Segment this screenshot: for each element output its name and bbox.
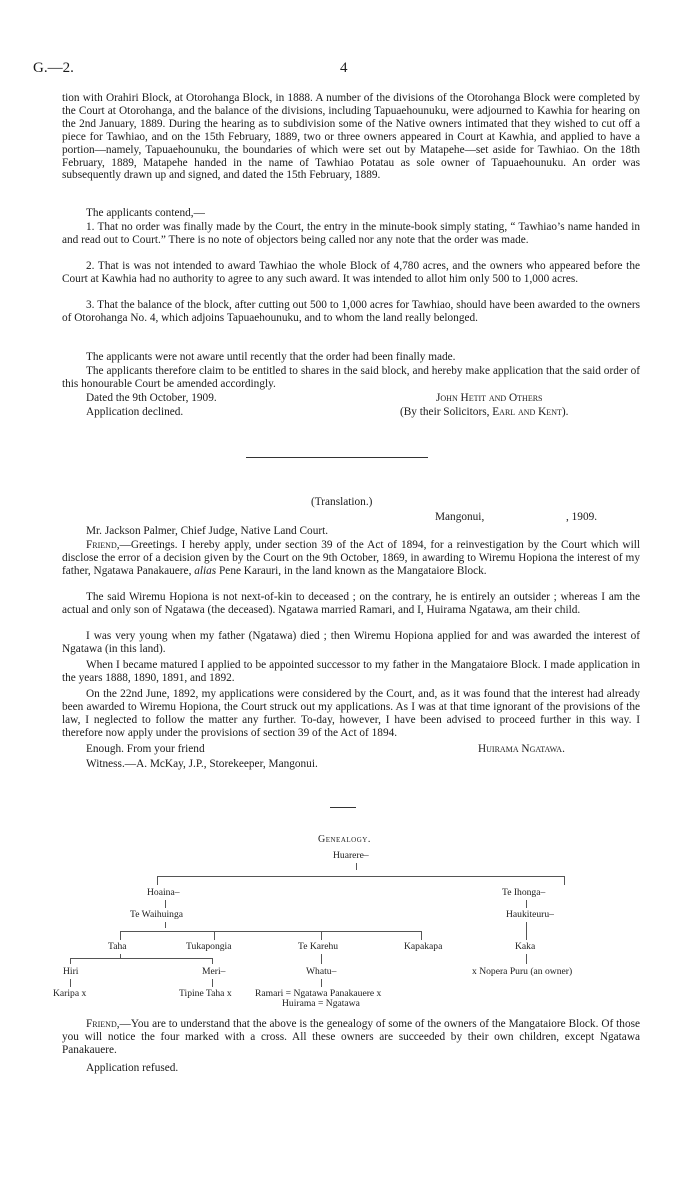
- genealogy-karipa: Karipa x: [53, 988, 87, 999]
- genealogy-kaka: Kaka: [515, 941, 536, 952]
- genealogy-te-waihuinga: Te Waihuinga: [130, 909, 183, 920]
- genealogy-tukapongia: Tukapongia: [186, 941, 232, 952]
- genealogy-huirama: Huirama = Ngatawa: [282, 998, 360, 1009]
- genealogy-ramari-ngatawa: Ramari = Ngatawa Panakauere x: [255, 988, 382, 999]
- genealogy-hoaina: Hoaina–: [147, 887, 180, 898]
- genealogy-te-ihonga: Te Ihonga–: [502, 887, 546, 898]
- translation-paragraph-3: I was very young when my father (Ngatawa) died ; then Wiremu Hopiona applied for and was awarded the interest of Ngatawa (in this land).: [62, 630, 640, 655]
- genealogy-title: Genealogy.: [318, 834, 371, 845]
- genealogy-haukiteuru: Haukiteuru–: [506, 909, 554, 920]
- genealogy-nopera-puru: x Nopera Puru (an owner): [472, 966, 573, 977]
- petition-date: Dated the 9th October, 1909.: [86, 392, 217, 404]
- petition-signer: John Hetit and Others: [436, 392, 543, 404]
- translation-witness: Witness.—A. McKay, J.P., Storekeeper, Mangonui.: [86, 758, 318, 770]
- translation-year: , 1909.: [566, 511, 598, 523]
- page-number: 4: [340, 60, 348, 76]
- petition-declined: Application declined.: [86, 406, 184, 418]
- section-divider: [246, 457, 428, 458]
- translation-closing: Enough. From your friend: [86, 743, 205, 755]
- genealogy-te-karehu: Te Karehu: [298, 941, 339, 952]
- genealogy-huarere: Huarere–: [333, 850, 369, 861]
- genealogy-tipine-taha: Tipine Taha x: [179, 988, 232, 999]
- translation-paragraph-1: Friend,—Greetings. I hereby apply, under section 39 of the Act of 1894, for a reinvestigation by the Court which will disclose the error of a decision given by the Court on the 9th October, 1869, in awarding to Wiremu Hopiona the interest of my father, Ngatawa Panakauere, alias Pene Karauri, in the land known as the Mangataiore Block.: [62, 539, 640, 577]
- translation-paragraph-5: On the 22nd June, 1892, my applications were considered by the Court, and, as it was found that the interest had already been awarded to Wiremu Hopiona, the Court struck out my applications. As I was at that time ignorant of the provisions of the law, I neglected to follow the matter any further. To-day, however, I have been advised to proceed further in this way. I therefore now apply under the provisions of section 39 of the Act of 1894.: [62, 688, 640, 739]
- petition-contention-3: 3. That the balance of the block, after cutting out 500 to 1,000 acres for Tawhiao, should have been awarded to the owners of Otorohanga No. 4, which adjoins Tapuaehounuku, and to whom the land really belonged.: [62, 299, 640, 324]
- genealogy-whatu: Whatu–: [306, 966, 337, 977]
- petition-contention-2: 2. That is was not intended to award Tawhiao the whole Block of 4,780 acres, and the owners who appeared before the Court at Kawhia had no authority to agree to any such award. It was intended to allot him only 500 to 1,000 acres.: [62, 260, 640, 285]
- genealogy-kapakapa: Kapakapa: [404, 941, 443, 952]
- petition-aware: The applicants were not aware until recently that the order had been finally made.: [86, 351, 456, 363]
- petition-solicitors: (By their Solicitors, Earl and Kent).: [400, 406, 569, 418]
- translation-addressee: Mr. Jackson Palmer, Chief Judge, Native Land Court.: [86, 525, 329, 537]
- page-code: G.—2.: [33, 60, 74, 76]
- translation-signer: Huirama Ngatawa.: [478, 743, 565, 755]
- closing-refused: Application refused.: [86, 1062, 179, 1074]
- translation-paragraph-2: The said Wiremu Hopiona is not next-of-kin to deceased ; on the contrary, he is entirely an outsider ; whereas I am the actual and only son of Ngatawa (the deceased). Ngatawa married Ramari, and I, Huirama Ngatawa, am their child.: [62, 591, 640, 616]
- genealogy-hiri: Hiri: [63, 966, 79, 977]
- petition-contend: The applicants contend,—: [86, 207, 205, 219]
- translation-paragraph-4: When I became matured I applied to be appointed successor to my father in the Mangataiore Block. I made application in the years 1888, 1890, 1891, and 1892.: [62, 659, 640, 684]
- closing-paragraph: Friend,—You are to understand that the above is the genealogy of some of the owners of the Mangataiore Block. Of those you will notice the four marked with a cross. All these owners are succeeded by their own children, except Ngatawa Panakauere.: [62, 1018, 640, 1056]
- translation-place: Mangonui,: [435, 511, 485, 523]
- petition-therefore: The applicants therefore claim to be entitled to shares in the said block, and hereby make application that the said order of this honourable Court be amended accordingly.: [62, 365, 640, 390]
- genealogy-meri: Meri–: [202, 966, 226, 977]
- genealogy-taha: Taha: [108, 941, 127, 952]
- short-divider: [330, 807, 356, 808]
- petition-paragraph-1: tion with Orahiri Block, at Otorohanga Block, in 1888. A number of the divisions of the Otorohanga Block were completed by the Court at Otorohanga, and the balance of the divisions, including Tapuaehounuku, were adjourned to Kawhia for hearing on the 2nd January, 1889. During the hearing as to subdivision some of the Native owners intimated that they wished to cut off a piece for Tawhiao, and on the 15th February, 1889, two or three owners appeared in Court at Kawhia, and applied to have a portion—namely, Tapuaehounuku, the boundaries of which were set out by Matapehe—set aside for Tawhiao. On the 18th February, 1889, Matapehe handed in the name of Tawhiao Potatau as sole owner of Tapuaehounuku. An order was subsequently drawn up and signed, and dated the 15th February, 1889.: [62, 92, 640, 182]
- translation-heading: (Translation.): [311, 496, 373, 508]
- petition-contention-1: 1. That no order was finally made by the Court, the entry in the minute-book simply stating, “ Tawhiao’s name handed in and read out to Court.” There is no note of objectors being called nor any note that the order was made.: [62, 221, 640, 246]
